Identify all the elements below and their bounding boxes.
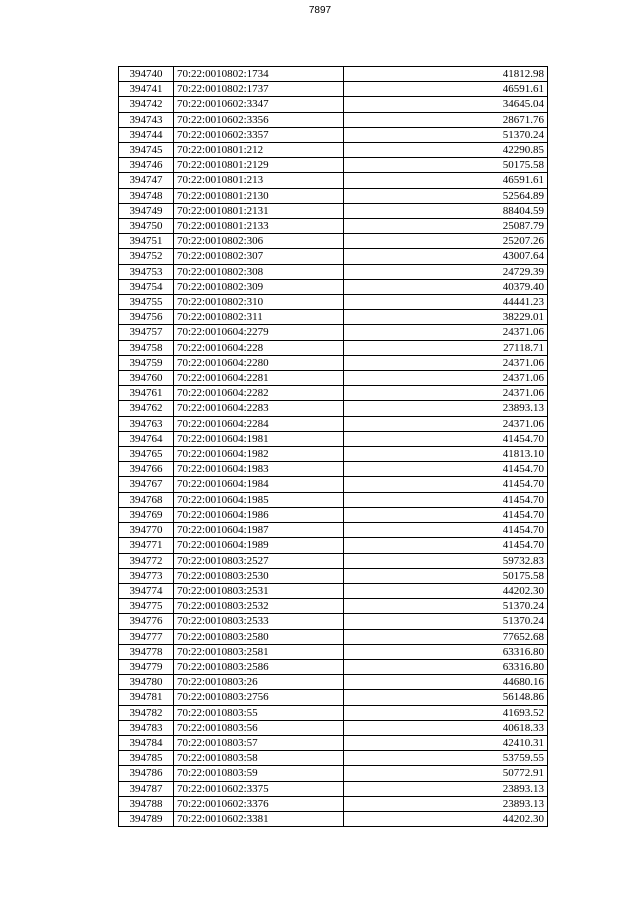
row-number-cell: 394784 [119, 735, 174, 750]
value-cell: 50175.58 [344, 568, 548, 583]
row-number-cell: 394787 [119, 781, 174, 796]
row-number-cell: 394748 [119, 188, 174, 203]
table-row [119, 766, 548, 781]
table-row [119, 386, 548, 401]
row-number-cell: 394763 [119, 416, 174, 431]
cadastral-number-cell: 70:22:0010602:3347 [174, 97, 344, 112]
row-number-cell: 394753 [119, 264, 174, 279]
value-cell: 88404.59 [344, 203, 548, 218]
table-row [119, 173, 548, 188]
table-row [119, 295, 548, 310]
value-cell: 28671.76 [344, 112, 548, 127]
value-cell: 50175.58 [344, 158, 548, 173]
cadastral-number-cell: 70:22:0010803:2532 [174, 599, 344, 614]
cadastral-number-cell: 70:22:0010602:3357 [174, 127, 344, 142]
cadastral-number-cell: 70:22:0010803:2533 [174, 614, 344, 629]
cadastral-number-cell: 70:22:0010604:1985 [174, 492, 344, 507]
cadastral-number-cell: 70:22:0010801:2129 [174, 158, 344, 173]
row-number-cell: 394760 [119, 371, 174, 386]
cadastral-number-cell: 70:22:0010604:1983 [174, 462, 344, 477]
row-number-cell: 394740 [119, 67, 174, 82]
value-cell: 44202.30 [344, 583, 548, 598]
table-row [119, 127, 548, 142]
table-row [119, 644, 548, 659]
cadastral-number-cell: 70:22:0010602:3375 [174, 781, 344, 796]
value-cell: 44441.23 [344, 295, 548, 310]
value-cell: 44680.16 [344, 675, 548, 690]
row-number-cell: 394764 [119, 431, 174, 446]
row-number-cell: 394782 [119, 705, 174, 720]
table-row [119, 234, 548, 249]
row-number-cell: 394772 [119, 553, 174, 568]
value-cell: 51370.24 [344, 614, 548, 629]
table-row [119, 112, 548, 127]
value-cell: 46591.61 [344, 82, 548, 97]
table-row [119, 781, 548, 796]
row-number-cell: 394743 [119, 112, 174, 127]
row-number-cell: 394755 [119, 295, 174, 310]
row-number-cell: 394774 [119, 583, 174, 598]
value-cell: 40379.40 [344, 279, 548, 294]
value-cell: 24371.06 [344, 371, 548, 386]
row-number-cell: 394788 [119, 796, 174, 811]
table-row [119, 158, 548, 173]
cadastral-number-cell: 70:22:0010801:2133 [174, 219, 344, 234]
row-number-cell: 394758 [119, 340, 174, 355]
row-number-cell: 394769 [119, 507, 174, 522]
row-number-cell: 394777 [119, 629, 174, 644]
table-row [119, 705, 548, 720]
cadastral-number-cell: 70:22:0010802:310 [174, 295, 344, 310]
cadastral-number-cell: 70:22:0010604:2284 [174, 416, 344, 431]
row-number-cell: 394749 [119, 203, 174, 218]
table-row [119, 219, 548, 234]
table-row [119, 264, 548, 279]
row-number-cell: 394785 [119, 751, 174, 766]
cadastral-number-cell: 70:22:0010602:3376 [174, 796, 344, 811]
cadastral-number-cell: 70:22:0010802:306 [174, 234, 344, 249]
cadastral-number-cell: 70:22:0010803:59 [174, 766, 344, 781]
value-cell: 24371.06 [344, 416, 548, 431]
value-cell: 24729.39 [344, 264, 548, 279]
registry-table-body [119, 67, 548, 827]
table-row [119, 553, 548, 568]
table-row [119, 203, 548, 218]
cadastral-number-cell: 70:22:0010803:2586 [174, 659, 344, 674]
cadastral-number-cell: 70:22:0010604:2281 [174, 371, 344, 386]
cadastral-number-cell: 70:22:0010602:3381 [174, 811, 344, 826]
row-number-cell: 394766 [119, 462, 174, 477]
table-row [119, 568, 548, 583]
cadastral-number-cell: 70:22:0010604:1987 [174, 523, 344, 538]
value-cell: 34645.04 [344, 97, 548, 112]
table-row [119, 735, 548, 750]
row-number-cell: 394770 [119, 523, 174, 538]
table-row [119, 310, 548, 325]
value-cell: 46591.61 [344, 173, 548, 188]
value-cell: 24371.06 [344, 325, 548, 340]
row-number-cell: 394742 [119, 97, 174, 112]
row-number-cell: 394745 [119, 143, 174, 158]
table-row [119, 340, 548, 355]
value-cell: 44202.30 [344, 811, 548, 826]
row-number-cell: 394756 [119, 310, 174, 325]
value-cell: 41454.70 [344, 523, 548, 538]
value-cell: 43007.64 [344, 249, 548, 264]
value-cell: 53759.55 [344, 751, 548, 766]
cadastral-number-cell: 70:22:0010803:2530 [174, 568, 344, 583]
row-number-cell: 394767 [119, 477, 174, 492]
cadastral-number-cell: 70:22:0010604:2282 [174, 386, 344, 401]
value-cell: 41454.70 [344, 538, 548, 553]
row-number-cell: 394765 [119, 447, 174, 462]
cadastral-number-cell: 70:22:0010803:2580 [174, 629, 344, 644]
table-row [119, 811, 548, 826]
cadastral-number-cell: 70:22:0010802:308 [174, 264, 344, 279]
cadastral-number-cell: 70:22:0010803:56 [174, 720, 344, 735]
row-number-cell: 394744 [119, 127, 174, 142]
table-row [119, 279, 548, 294]
cadastral-number-cell: 70:22:0010802:1737 [174, 82, 344, 97]
cadastral-number-cell: 70:22:0010802:311 [174, 310, 344, 325]
row-number-cell: 394783 [119, 720, 174, 735]
cadastral-number-cell: 70:22:0010801:212 [174, 143, 344, 158]
row-number-cell: 394786 [119, 766, 174, 781]
table-row [119, 477, 548, 492]
table-row [119, 431, 548, 446]
table-row [119, 538, 548, 553]
row-number-cell: 394789 [119, 811, 174, 826]
row-number-cell: 394778 [119, 644, 174, 659]
row-number-cell: 394757 [119, 325, 174, 340]
cadastral-number-cell: 70:22:0010604:1989 [174, 538, 344, 553]
value-cell: 63316.80 [344, 659, 548, 674]
registry-table [118, 66, 548, 827]
value-cell: 25207.26 [344, 234, 548, 249]
cadastral-number-cell: 70:22:0010604:228 [174, 340, 344, 355]
value-cell: 24371.06 [344, 386, 548, 401]
cadastral-number-cell: 70:22:0010802:307 [174, 249, 344, 264]
value-cell: 42410.31 [344, 735, 548, 750]
value-cell: 41454.70 [344, 477, 548, 492]
row-number-cell: 394759 [119, 355, 174, 370]
table-row [119, 720, 548, 735]
cadastral-number-cell: 70:22:0010803:2581 [174, 644, 344, 659]
row-number-cell: 394762 [119, 401, 174, 416]
table-row [119, 401, 548, 416]
cadastral-number-cell: 70:22:0010604:2279 [174, 325, 344, 340]
row-number-cell: 394741 [119, 82, 174, 97]
value-cell: 56148.86 [344, 690, 548, 705]
table-row [119, 325, 548, 340]
value-cell: 51370.24 [344, 127, 548, 142]
cadastral-number-cell: 70:22:0010803:58 [174, 751, 344, 766]
value-cell: 27118.71 [344, 340, 548, 355]
table-row [119, 675, 548, 690]
cadastral-number-cell: 70:22:0010802:1734 [174, 67, 344, 82]
row-number-cell: 394773 [119, 568, 174, 583]
cadastral-number-cell: 70:22:0010604:1986 [174, 507, 344, 522]
value-cell: 24371.06 [344, 355, 548, 370]
value-cell: 59732.83 [344, 553, 548, 568]
row-number-cell: 394780 [119, 675, 174, 690]
value-cell: 23893.13 [344, 796, 548, 811]
cadastral-number-cell: 70:22:0010803:2531 [174, 583, 344, 598]
table-row [119, 97, 548, 112]
row-number-cell: 394768 [119, 492, 174, 507]
value-cell: 41454.70 [344, 431, 548, 446]
table-row [119, 507, 548, 522]
table-row [119, 416, 548, 431]
cadastral-number-cell: 70:22:0010602:3356 [174, 112, 344, 127]
table-row [119, 371, 548, 386]
table-row [119, 523, 548, 538]
value-cell: 52564.89 [344, 188, 548, 203]
table-row [119, 583, 548, 598]
row-number-cell: 394775 [119, 599, 174, 614]
cadastral-number-cell: 70:22:0010803:26 [174, 675, 344, 690]
table-row [119, 355, 548, 370]
cadastral-number-cell: 70:22:0010604:1981 [174, 431, 344, 446]
row-number-cell: 394754 [119, 279, 174, 294]
cadastral-number-cell: 70:22:0010803:2756 [174, 690, 344, 705]
value-cell: 23893.13 [344, 781, 548, 796]
row-number-cell: 394761 [119, 386, 174, 401]
cadastral-number-cell: 70:22:0010801:213 [174, 173, 344, 188]
value-cell: 23893.13 [344, 401, 548, 416]
table-row [119, 599, 548, 614]
cadastral-number-cell: 70:22:0010803:55 [174, 705, 344, 720]
cadastral-number-cell: 70:22:0010604:2283 [174, 401, 344, 416]
table-row [119, 690, 548, 705]
table-row [119, 659, 548, 674]
table-row [119, 492, 548, 507]
value-cell: 41454.70 [344, 492, 548, 507]
value-cell: 38229.01 [344, 310, 548, 325]
page-number: 7897 [308, 5, 332, 16]
value-cell: 51370.24 [344, 599, 548, 614]
cadastral-number-cell: 70:22:0010801:2130 [174, 188, 344, 203]
table-row [119, 67, 548, 82]
row-number-cell: 394750 [119, 219, 174, 234]
value-cell: 42290.85 [344, 143, 548, 158]
table-row [119, 614, 548, 629]
cadastral-number-cell: 70:22:0010604:2280 [174, 355, 344, 370]
row-number-cell: 394751 [119, 234, 174, 249]
value-cell: 77652.68 [344, 629, 548, 644]
cadastral-number-cell: 70:22:0010604:1982 [174, 447, 344, 462]
table-row [119, 249, 548, 264]
table-row [119, 629, 548, 644]
cadastral-number-cell: 70:22:0010604:1984 [174, 477, 344, 492]
value-cell: 41693.52 [344, 705, 548, 720]
cadastral-number-cell: 70:22:0010803:57 [174, 735, 344, 750]
table-row [119, 447, 548, 462]
cadastral-number-cell: 70:22:0010801:2131 [174, 203, 344, 218]
row-number-cell: 394752 [119, 249, 174, 264]
cadastral-number-cell: 70:22:0010803:2527 [174, 553, 344, 568]
table-row [119, 751, 548, 766]
value-cell: 41812.98 [344, 67, 548, 82]
value-cell: 63316.80 [344, 644, 548, 659]
value-cell: 41454.70 [344, 462, 548, 477]
value-cell: 50772.91 [344, 766, 548, 781]
cadastral-number-cell: 70:22:0010802:309 [174, 279, 344, 294]
row-number-cell: 394771 [119, 538, 174, 553]
row-number-cell: 394746 [119, 158, 174, 173]
value-cell: 40618.33 [344, 720, 548, 735]
row-number-cell: 394781 [119, 690, 174, 705]
table-row [119, 796, 548, 811]
table-row [119, 82, 548, 97]
row-number-cell: 394747 [119, 173, 174, 188]
row-number-cell: 394779 [119, 659, 174, 674]
table-row [119, 462, 548, 477]
value-cell: 25087.79 [344, 219, 548, 234]
table-row [119, 188, 548, 203]
value-cell: 41813.10 [344, 447, 548, 462]
value-cell: 41454.70 [344, 507, 548, 522]
table-row [119, 143, 548, 158]
row-number-cell: 394776 [119, 614, 174, 629]
